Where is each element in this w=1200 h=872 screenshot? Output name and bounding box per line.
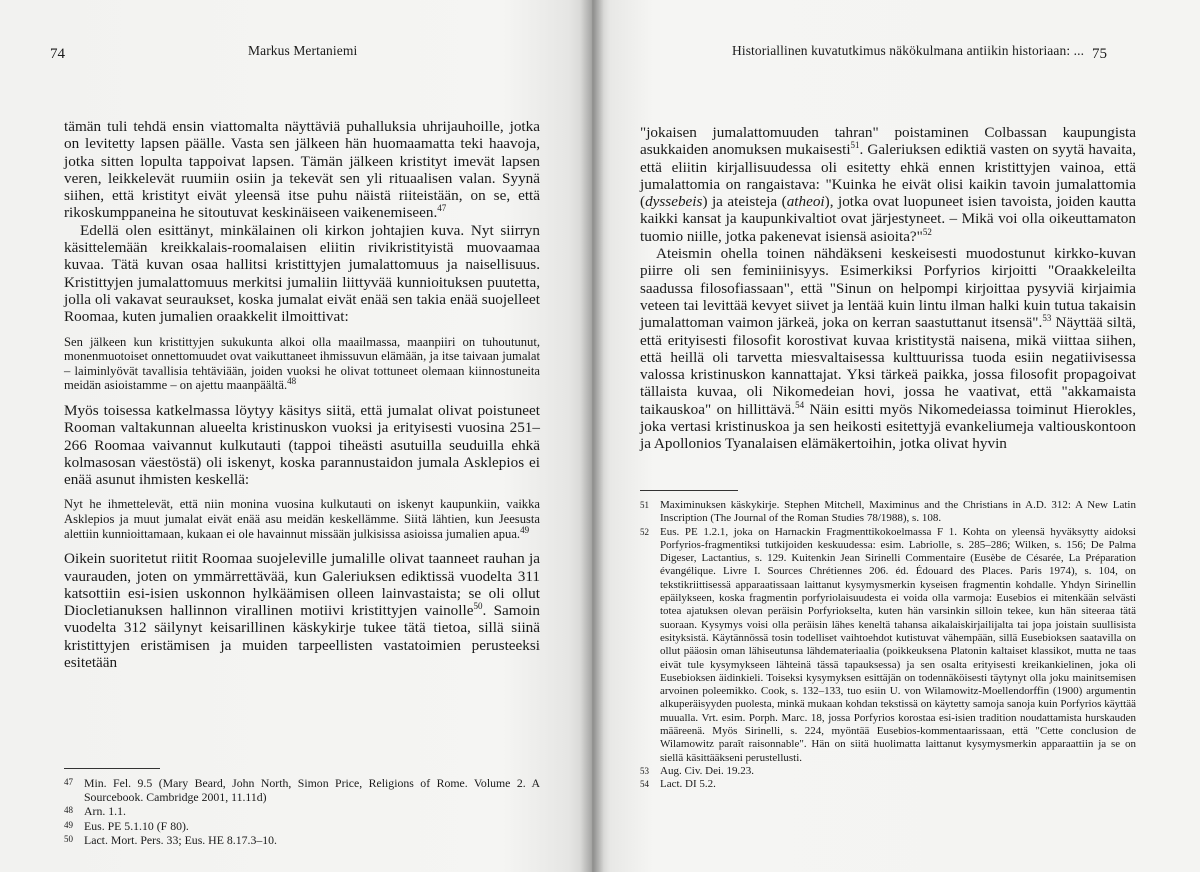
italic-term: dyssebeis <box>645 193 703 211</box>
footnote-mark: 53 <box>640 765 649 776</box>
footnote-text: Arn. 1.1. <box>84 804 126 819</box>
footnote-ref[interactable]: 50 <box>473 601 483 612</box>
footnote-text: Maximinuksen käskykirje. Stephen Mitchell, Maximinus and the Christians in A.D. 312: A New Latin Inscription (The Journal of the Roman Studies 78/1988), s. 108. <box>660 499 1136 525</box>
paragraph: tämän tuli tehdä ensin viattomalta näyttäviä puhalluksia uhrijauhoille, jotka on levitetty lapsen päälle. Vasta sen jälkeen hän huomaamatta teki haavoja, jotka sitten lopulta tappoivat lapsen. Tämän jälkeen kristityt imevät lapsen veren, leikkelevät ruumiin osiin ja tekevät sen yli rituaalisen valan. Syynä siihen, että kristityt eivät yleensä itse puhu näistä riiteistään, on se, että rikoskumppaneina he sitoutuvat keskinäiseen vaikenemiseen.$^{47}$ <box>64 118 540 222</box>
page-number: 75 <box>1092 46 1107 62</box>
footnote <box>640 778 1136 791</box>
footnote-ref[interactable]: 49 <box>520 524 530 535</box>
footnote-mark: 49 <box>64 819 73 830</box>
footnote-text: Lact. DI 5.2. <box>660 778 716 791</box>
footnote-text: Eus. PE 5.1.10 (F 80). <box>84 818 189 833</box>
book-gutter <box>580 0 604 872</box>
footnote-rule <box>64 768 160 769</box>
right-footnotes <box>640 499 1136 792</box>
footnote-ref[interactable]: 48 <box>287 376 297 387</box>
running-head: Markus Mertaniemi <box>248 43 358 58</box>
footnote-ref[interactable]: 52 <box>922 226 932 237</box>
paragraph: "jokaisen jumalattomuuden tahran" poistaminen Colbassan kaupungista asukkaiden anomuksen mukaisesti$^{51}$. Galeriuksen ediktiä vasten on syytä havaita, että eliitin kirjallisuudessa oli esitetty ehkä ennen kristittyjen vainoa, että jumalattomia on rangaistava: "Kuinka he eivät olisi kaikin tavoin jumalattomia (dyssebeis) ja ateisteja (atheoi), jotka ovat luopuneet isien tavoista, joiden kautta kaikki kansat ja kaupunkivaltiot ovat järjestyneet. – Mikä voi olla oikeuttamaton tuomio niille, jotka pakenevat isiensä asioita?"$^{52}$ <box>640 124 1136 245</box>
footnote-text: Eus. PE 1.2.1, joka on Harnackin Fragmenttikokoelmassa F 1. Kohta on yleensä hyväksytty aidoksi Porfyrios-fragmentiksi tutkijoiden keskuudessa: esim. Labriolle, s. 285–286; Wilken, s. 156; De Palma Digeser, Lactantius, s. 129. Kuitenkin Jean Sirinelli Commentaire (Eusèbe de Césarée, La Préparation évangélique. Livre I. Sources Chrétiennes 206. éd. Édouard des Places. Paris 1974), s. 104, on tekstikriittisessä apparaatissaan laittanut kysymysmerkin kyseisen fragmentin kohdalle. Yhdyn Sirinellin epäilykseen, koska fragmentin porfyriolaisuudesta ei voida olla varmoja: Eusebios ei mitenkään selvästi totea ajatuksen olevan peräisin Porfyriokselta, kuten hän varsinkin silloin tekee, kun hän siteeraa tätä suoraan. Kysymys voisi olla peräisin lähes keneltä tahansa aikalaiskirjailijalta tai jopa joistain suullisista esityksistä. Käytännössä tosin todelliset vaihtoehdot kutistuvat vähempään, sillä Eusebioksen saatavilla on ollut pääosin oman lähiseutunsa lähdemateriaalia (poikkeuksena Platonin kaltaiset klassikot, mutta ne taas eivät tule kysymykseen lähteinä tässä tapauksessa) ja sen osalta erityisesti kreikankielinen, joka oli Eusebioksen äidinkieli. Toiseksi kysymyksen esittäjän on todennäköisesti täytynyt olla joku mainitsemisen arvoinen poleemikko. Cook, s. 132–133, tuo esiin U. von Wilamowitz-Moellendorffin (1900) argumentin alkuperäisyyden puolesta, minkä mukaan kohdan tekstissä on käytetty samoja sanoja kuin Porfyrios käyttää muualla. Vrt. esim. Porph. Marc. 18, jossa Porfyrios korostaa esi-isien tradition noudattamista hurskauden määreenä. Myös Sirinelli, s. 224, myöntää Eusebios-kommentaarissaan, että "Cette conclusion de Wilamowitz paraît raisonnable". Hän on siitä huolimatta laittanut kysymysmerkin apparaattiin ja se on siellä käsittääkseni perustellusti. <box>660 525 1136 764</box>
footnote-mark: 47 <box>64 777 73 787</box>
footnote-ref[interactable]: 54 <box>795 399 805 410</box>
italic-term: atheoi <box>786 193 825 211</box>
footnote <box>640 526 1136 765</box>
footnote <box>64 776 540 804</box>
footnote-rule <box>640 490 738 491</box>
footnote-mark: 48 <box>64 805 73 816</box>
footnote-text: Lact. Mort. Pers. 33; Eus. HE 8.17.3–10. <box>84 832 277 847</box>
footnote-text: Aug. Civ. Dei. 19.23. <box>660 764 755 777</box>
paragraph: Ateismin ohella toinen nähdäkseni keskeisesti muodostunut kirkko-kuvan piirre oli sen feminiinisyys. Esimerkiksi Porfyrios kirjoitti "Oraakkeleilta saadussa filosofiassaan", että "Sinun on helpompi kirjoittaa pysyviä kirjaimia veteen tai levittää kevyet siivet ja lentää kuin lintu ilman halki kuin tutua takaisin jumalattoman vaimon järkeä, joka on kerran saastuttanut itsensä".$^{53}$ Näyttää siltä, että erityisesti filosofit korostivat kuvaa kristitystä naisena, mikä viittaa siihen, että heillä oli tarvetta miesvaltaisessa kulttuurissa tuoda esiin negatiivisessa valossa kristinuskon kannattajat. Yksi tärkeä paikka, jossa filosofit propagoivat tällaista kuvaa, oli Nikomedeian hovi, jossa he vaativat, että "akkamaista taikauskoa" on hillittävä.$^{54}$ Näin esitti myös Nikomedeiassa toiminut Hierokles, joka vertasi kristinuskoa ja sen heikosti esitettyjä evankeliumeja valtiouskontoon ja Apollonios Tyanalaisen elämäkertoihin, jotka olivat hyvin <box>640 245 1136 453</box>
left-body-text <box>64 118 540 671</box>
footnote <box>64 833 540 847</box>
footnote-ref[interactable]: 47 <box>437 203 447 214</box>
footnote <box>640 765 1136 778</box>
left-footnotes <box>64 776 540 847</box>
paragraph: Oikein suoritetut riitit Roomaa suojeleville jumalille olivat taanneet rauhan ja vaurauden, joten on ymmärrettävää, kun Galeriuksen ediktissä vuodelta 311 katsottiin esi-isien uskonnon hylkäämisen olleen lainvastaista; se oli ollut Diocletianuksen hallinnon virallinen motiivi kristittyjen vainolle$^{50}$. Samoin vuodelta 312 säilynyt keisarillinen käskykirje tukee tätä tietoa, sillä siinä kristittyjen eristämisen ja muiden tarpeellisten vastatoimien perusteeksi esitetään <box>64 550 540 671</box>
right-body-text <box>640 124 1136 453</box>
page-number: 74 <box>50 46 65 62</box>
footnote-mark: 51 <box>640 500 649 510</box>
right-page <box>592 0 1200 872</box>
footnote-text: Min. Fel. 9.5 (Mary Beard, John North, Simon Price, Religions of Rome. Volume 2. A Sourcebook. Cambridge 2001, 11.11d) <box>84 776 540 805</box>
footnote <box>64 819 540 833</box>
footnote-ref[interactable]: 53 <box>1042 313 1052 324</box>
paragraph: Edellä olen esittänyt, minkälainen oli kirkon johtajien kuva. Nyt siirryn käsittelemään kreikkalais-roomalaisen eliitin rivikristityistä muovaamaa kuvaa. Tätä kuvan osaa hallitsi kristittyjen jumalattomuus ja naisellisuus. Kristittyjen jumalattomuus merkitsi jumaliin liittyvää kunnioituksen puutetta, jolla oli vakavat seuraukset, koska jumalat eivät enää sen takia enää suojelleet Roomaa, kuten jumalien oraakkelit ilmoittivat: <box>64 221 540 326</box>
footnote-mark: 54 <box>640 779 649 790</box>
footnote-mark: 50 <box>64 833 73 844</box>
footnote <box>64 804 540 818</box>
footnote <box>640 499 1136 526</box>
running-head: Historiallinen kuvatutkimus näkökulmana antiikin historiaan: ... <box>732 43 1085 58</box>
block-quote: Nyt he ihmettelevät, että niin monina vuosina kulkutauti on iskenyt kaupunkiin, vaikka Asklepios ja muut jumalat eivät enää asu meidän keskellämme. Siitä lähtien, kun Jeesusta alettiin kunnioittamaan, kukaan ei ole havainnut missään julkisissa asioissa jumalien apua.$^{49}$ <box>64 497 540 541</box>
paragraph: Myös toisessa katkelmassa löytyy käsitys siitä, että jumalat olivat poistuneet Rooman valtakunnan alueelta kristinuskon vuoksi ja erityisesti vuosina 251–266 Roomaa vaivannut kulkutauti (tappoi tiheästi asutuilla seuduilla ehkä kolmasosan väestöstä) oli iskenyt, koska parannustaidon jumala Asklepios ei enää asunut ihmisten keskellä: <box>64 401 540 489</box>
footnote-ref[interactable]: 51 <box>850 140 860 151</box>
left-page <box>0 0 592 872</box>
block-quote: Sen jälkeen kun kristittyjen sukukunta alkoi olla maailmassa, maanpiiri on tuhoutunut, monenmuotoiset onnettomuudet ovat vaikuttaneet ihmissuvun elämään, ja itse taivaan jumalat – laiminlyövät tavallisia tehtäviään, joiden vuoksi he olivat tottuneet olemaan kiinnostuneita meidän asioistamme – on ajettu maanpäältä.$^{48}$ <box>64 334 540 393</box>
footnote-mark: 52 <box>640 526 649 537</box>
